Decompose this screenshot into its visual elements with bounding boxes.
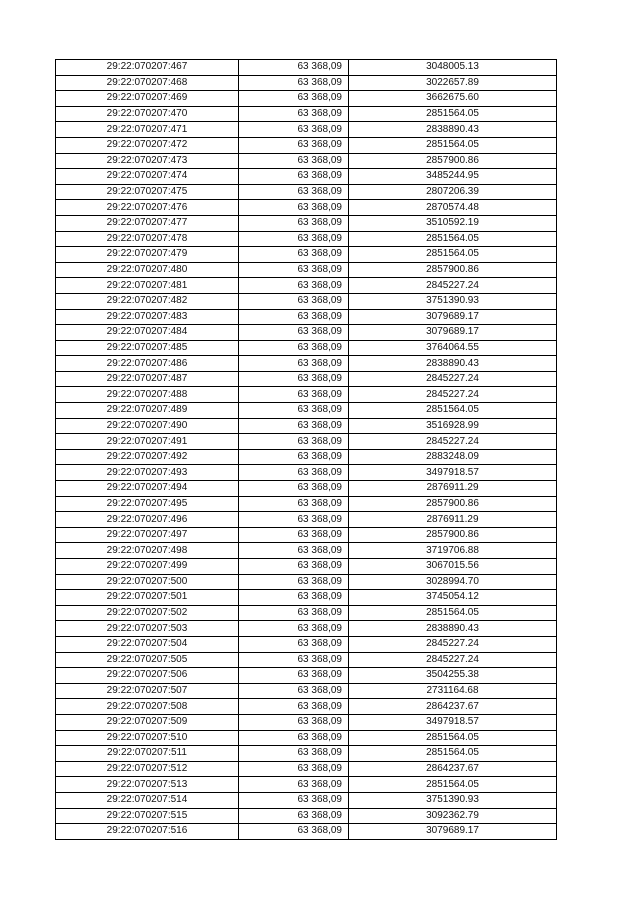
table-row (56, 527, 557, 543)
area-cell: 63 368,09 (239, 340, 349, 356)
cadastral-value-cell: 2845227.24 (349, 434, 557, 450)
cadastral-value-cell: 3079689.17 (349, 325, 557, 341)
area-cell: 63 368,09 (239, 481, 349, 497)
cadastral-value-cell: 3079689.17 (349, 824, 557, 840)
table-row (56, 543, 557, 559)
cadastral-value-cell: 3485244.95 (349, 169, 557, 185)
table-row (56, 730, 557, 746)
area-cell: 63 368,09 (239, 106, 349, 122)
table-row (56, 215, 557, 231)
cadastral-value-cell: 2876911.29 (349, 481, 557, 497)
area-cell: 63 368,09 (239, 590, 349, 606)
table-row (56, 481, 557, 497)
area-cell: 63 368,09 (239, 792, 349, 808)
area-cell: 63 368,09 (239, 262, 349, 278)
cadastral-value-cell: 3048005.13 (349, 60, 557, 76)
table-row (56, 153, 557, 169)
table-row (56, 371, 557, 387)
cadastral-number-cell: 29:22:070207:515 (56, 808, 239, 824)
area-cell: 63 368,09 (239, 122, 349, 138)
area-cell: 63 368,09 (239, 559, 349, 575)
cadastral-number-cell: 29:22:070207:509 (56, 714, 239, 730)
area-cell: 63 368,09 (239, 309, 349, 325)
cadastral-number-cell: 29:22:070207:499 (56, 559, 239, 575)
table-row (56, 262, 557, 278)
area-cell: 63 368,09 (239, 247, 349, 263)
cadastral-value-cell: 2876911.29 (349, 512, 557, 528)
table-row (56, 434, 557, 450)
cadastral-number-cell: 29:22:070207:514 (56, 792, 239, 808)
cadastral-number-cell: 29:22:070207:467 (56, 60, 239, 76)
cadastral-number-cell: 29:22:070207:489 (56, 403, 239, 419)
cadastral-number-cell: 29:22:070207:482 (56, 293, 239, 309)
area-cell: 63 368,09 (239, 543, 349, 559)
area-cell: 63 368,09 (239, 371, 349, 387)
cadastral-value-cell: 2838890.43 (349, 621, 557, 637)
cadastral-number-cell: 29:22:070207:473 (56, 153, 239, 169)
area-cell: 63 368,09 (239, 699, 349, 715)
cadastral-number-cell: 29:22:070207:491 (56, 434, 239, 450)
cadastral-number-cell: 29:22:070207:494 (56, 481, 239, 497)
table-row (56, 746, 557, 762)
cadastral-value-cell: 2883248.09 (349, 449, 557, 465)
table-row (56, 184, 557, 200)
cadastral-value-cell: 2851564.05 (349, 231, 557, 247)
area-cell: 63 368,09 (239, 449, 349, 465)
area-cell: 63 368,09 (239, 200, 349, 216)
cadastral-number-cell: 29:22:070207:486 (56, 356, 239, 372)
cadastral-number-cell: 29:22:070207:485 (56, 340, 239, 356)
table-row (56, 792, 557, 808)
area-cell: 63 368,09 (239, 714, 349, 730)
cadastral-number-cell: 29:22:070207:474 (56, 169, 239, 185)
table-row (56, 714, 557, 730)
cadastral-value-cell: 2870574.48 (349, 200, 557, 216)
table-row (56, 200, 557, 216)
cadastral-number-cell: 29:22:070207:477 (56, 215, 239, 231)
table-row (56, 91, 557, 107)
cadastral-number-cell: 29:22:070207:497 (56, 527, 239, 543)
cadastral-number-cell: 29:22:070207:504 (56, 636, 239, 652)
cadastral-value-cell: 3662675.60 (349, 91, 557, 107)
cadastral-number-cell: 29:22:070207:501 (56, 590, 239, 606)
cadastral-number-cell: 29:22:070207:503 (56, 621, 239, 637)
cadastral-value-cell: 2851564.05 (349, 746, 557, 762)
cadastral-value-cell: 2864237.67 (349, 699, 557, 715)
area-cell: 63 368,09 (239, 153, 349, 169)
cadastral-value-cell: 2845227.24 (349, 636, 557, 652)
cadastral-value-cell: 3067015.56 (349, 559, 557, 575)
cadastral-value-cell: 3022657.89 (349, 75, 557, 91)
table-row (56, 652, 557, 668)
area-cell: 63 368,09 (239, 621, 349, 637)
area-cell: 63 368,09 (239, 636, 349, 652)
area-cell: 63 368,09 (239, 512, 349, 528)
table-row (56, 683, 557, 699)
table-row (56, 621, 557, 637)
cadastral-value-cell: 3510592.19 (349, 215, 557, 231)
area-cell: 63 368,09 (239, 75, 349, 91)
cadastral-value-cell: 2851564.05 (349, 730, 557, 746)
table-body (56, 60, 557, 840)
cadastral-number-cell: 29:22:070207:492 (56, 449, 239, 465)
area-cell: 63 368,09 (239, 730, 349, 746)
area-cell: 63 368,09 (239, 356, 349, 372)
cadastral-value-cell: 3028994.70 (349, 574, 557, 590)
cadastral-value-cell: 2864237.67 (349, 761, 557, 777)
table-row (56, 387, 557, 403)
cadastral-value-cell: 3504255.38 (349, 668, 557, 684)
cadastral-value-cell: 3751390.93 (349, 792, 557, 808)
cadastral-value-cell: 2845227.24 (349, 387, 557, 403)
cadastral-number-cell: 29:22:070207:493 (56, 465, 239, 481)
cadastral-value-cell: 2857900.86 (349, 153, 557, 169)
cadastral-value-cell: 2838890.43 (349, 356, 557, 372)
area-cell: 63 368,09 (239, 527, 349, 543)
cadastral-number-cell: 29:22:070207:490 (56, 418, 239, 434)
cadastral-number-cell: 29:22:070207:511 (56, 746, 239, 762)
table-row (56, 356, 557, 372)
table-row (56, 636, 557, 652)
table-row (56, 590, 557, 606)
table-row (56, 137, 557, 153)
table-row (56, 278, 557, 294)
cadastral-number-cell: 29:22:070207:468 (56, 75, 239, 91)
area-cell: 63 368,09 (239, 746, 349, 762)
area-cell: 63 368,09 (239, 387, 349, 403)
cadastral-value-cell: 2857900.86 (349, 527, 557, 543)
cadastral-value-cell: 2845227.24 (349, 652, 557, 668)
cadastral-number-cell: 29:22:070207:495 (56, 496, 239, 512)
cadastral-value-cell: 3516928.99 (349, 418, 557, 434)
table-row (56, 824, 557, 840)
cadastral-number-cell: 29:22:070207:483 (56, 309, 239, 325)
cadastral-value-cell: 3764064.55 (349, 340, 557, 356)
cadastral-number-cell: 29:22:070207:512 (56, 761, 239, 777)
cadastral-value-cell: 2807206.39 (349, 184, 557, 200)
area-cell: 63 368,09 (239, 231, 349, 247)
cadastral-number-cell: 29:22:070207:505 (56, 652, 239, 668)
cadastral-number-cell: 29:22:070207:516 (56, 824, 239, 840)
table-row (56, 106, 557, 122)
area-cell: 63 368,09 (239, 184, 349, 200)
cadastral-value-cell: 3751390.93 (349, 293, 557, 309)
table-row (56, 574, 557, 590)
area-cell: 63 368,09 (239, 60, 349, 76)
cadastral-number-cell: 29:22:070207:478 (56, 231, 239, 247)
cadastral-value-table (55, 59, 557, 840)
cadastral-value-cell: 2851564.05 (349, 137, 557, 153)
cadastral-value-cell: 2851564.05 (349, 247, 557, 263)
area-cell: 63 368,09 (239, 605, 349, 621)
table-row (56, 169, 557, 185)
cadastral-number-cell: 29:22:070207:469 (56, 91, 239, 107)
cadastral-number-cell: 29:22:070207:507 (56, 683, 239, 699)
cadastral-number-cell: 29:22:070207:513 (56, 777, 239, 793)
cadastral-value-cell: 2845227.24 (349, 278, 557, 294)
table-row (56, 465, 557, 481)
area-cell: 63 368,09 (239, 668, 349, 684)
cadastral-value-cell: 2857900.86 (349, 262, 557, 278)
area-cell: 63 368,09 (239, 418, 349, 434)
table-row (56, 325, 557, 341)
cadastral-number-cell: 29:22:070207:470 (56, 106, 239, 122)
table-row (56, 449, 557, 465)
table-row (56, 75, 557, 91)
table-row (56, 699, 557, 715)
cadastral-number-cell: 29:22:070207:484 (56, 325, 239, 341)
area-cell: 63 368,09 (239, 169, 349, 185)
cadastral-number-cell: 29:22:070207:496 (56, 512, 239, 528)
table-row (56, 418, 557, 434)
area-cell: 63 368,09 (239, 465, 349, 481)
cadastral-value-cell: 3497918.57 (349, 465, 557, 481)
area-cell: 63 368,09 (239, 683, 349, 699)
area-cell: 63 368,09 (239, 808, 349, 824)
area-cell: 63 368,09 (239, 434, 349, 450)
cadastral-value-cell: 3079689.17 (349, 309, 557, 325)
cadastral-value-cell: 2851564.05 (349, 106, 557, 122)
cadastral-value-cell: 2857900.86 (349, 496, 557, 512)
cadastral-number-cell: 29:22:070207:480 (56, 262, 239, 278)
table-row (56, 668, 557, 684)
cadastral-value-cell: 2838890.43 (349, 122, 557, 138)
area-cell: 63 368,09 (239, 137, 349, 153)
cadastral-number-cell: 29:22:070207:502 (56, 605, 239, 621)
area-cell: 63 368,09 (239, 761, 349, 777)
area-cell: 63 368,09 (239, 777, 349, 793)
table-row (56, 808, 557, 824)
cadastral-number-cell: 29:22:070207:508 (56, 699, 239, 715)
cadastral-value-cell: 3719706.88 (349, 543, 557, 559)
cadastral-number-cell: 29:22:070207:488 (56, 387, 239, 403)
table-row (56, 60, 557, 76)
cadastral-value-cell: 3092362.79 (349, 808, 557, 824)
area-cell: 63 368,09 (239, 293, 349, 309)
cadastral-number-cell: 29:22:070207:500 (56, 574, 239, 590)
table-row (56, 231, 557, 247)
cadastral-number-cell: 29:22:070207:506 (56, 668, 239, 684)
area-cell: 63 368,09 (239, 652, 349, 668)
table-row (56, 293, 557, 309)
table-row (56, 247, 557, 263)
cadastral-number-cell: 29:22:070207:472 (56, 137, 239, 153)
table-row (56, 403, 557, 419)
cadastral-number-cell: 29:22:070207:471 (56, 122, 239, 138)
table-row (56, 512, 557, 528)
cadastral-value-cell: 3745054.12 (349, 590, 557, 606)
cadastral-number-cell: 29:22:070207:475 (56, 184, 239, 200)
cadastral-number-cell: 29:22:070207:476 (56, 200, 239, 216)
cadastral-number-cell: 29:22:070207:481 (56, 278, 239, 294)
cadastral-number-cell: 29:22:070207:487 (56, 371, 239, 387)
table-row (56, 122, 557, 138)
table-row (56, 777, 557, 793)
cadastral-value-cell: 2851564.05 (349, 403, 557, 419)
area-cell: 63 368,09 (239, 824, 349, 840)
area-cell: 63 368,09 (239, 215, 349, 231)
cadastral-number-cell: 29:22:070207:479 (56, 247, 239, 263)
cadastral-number-cell: 29:22:070207:510 (56, 730, 239, 746)
table-row (56, 340, 557, 356)
table-row (56, 496, 557, 512)
area-cell: 63 368,09 (239, 574, 349, 590)
area-cell: 63 368,09 (239, 325, 349, 341)
table-row (56, 559, 557, 575)
table-row (56, 605, 557, 621)
cadastral-value-cell: 2845227.24 (349, 371, 557, 387)
cadastral-number-cell: 29:22:070207:498 (56, 543, 239, 559)
cadastral-value-cell: 2851564.05 (349, 777, 557, 793)
area-cell: 63 368,09 (239, 496, 349, 512)
cadastral-value-cell: 3497918.57 (349, 714, 557, 730)
area-cell: 63 368,09 (239, 91, 349, 107)
area-cell: 63 368,09 (239, 278, 349, 294)
cadastral-value-cell: 2731164.68 (349, 683, 557, 699)
table-row (56, 761, 557, 777)
area-cell: 63 368,09 (239, 403, 349, 419)
table-row (56, 309, 557, 325)
cadastral-value-cell: 2851564.05 (349, 605, 557, 621)
